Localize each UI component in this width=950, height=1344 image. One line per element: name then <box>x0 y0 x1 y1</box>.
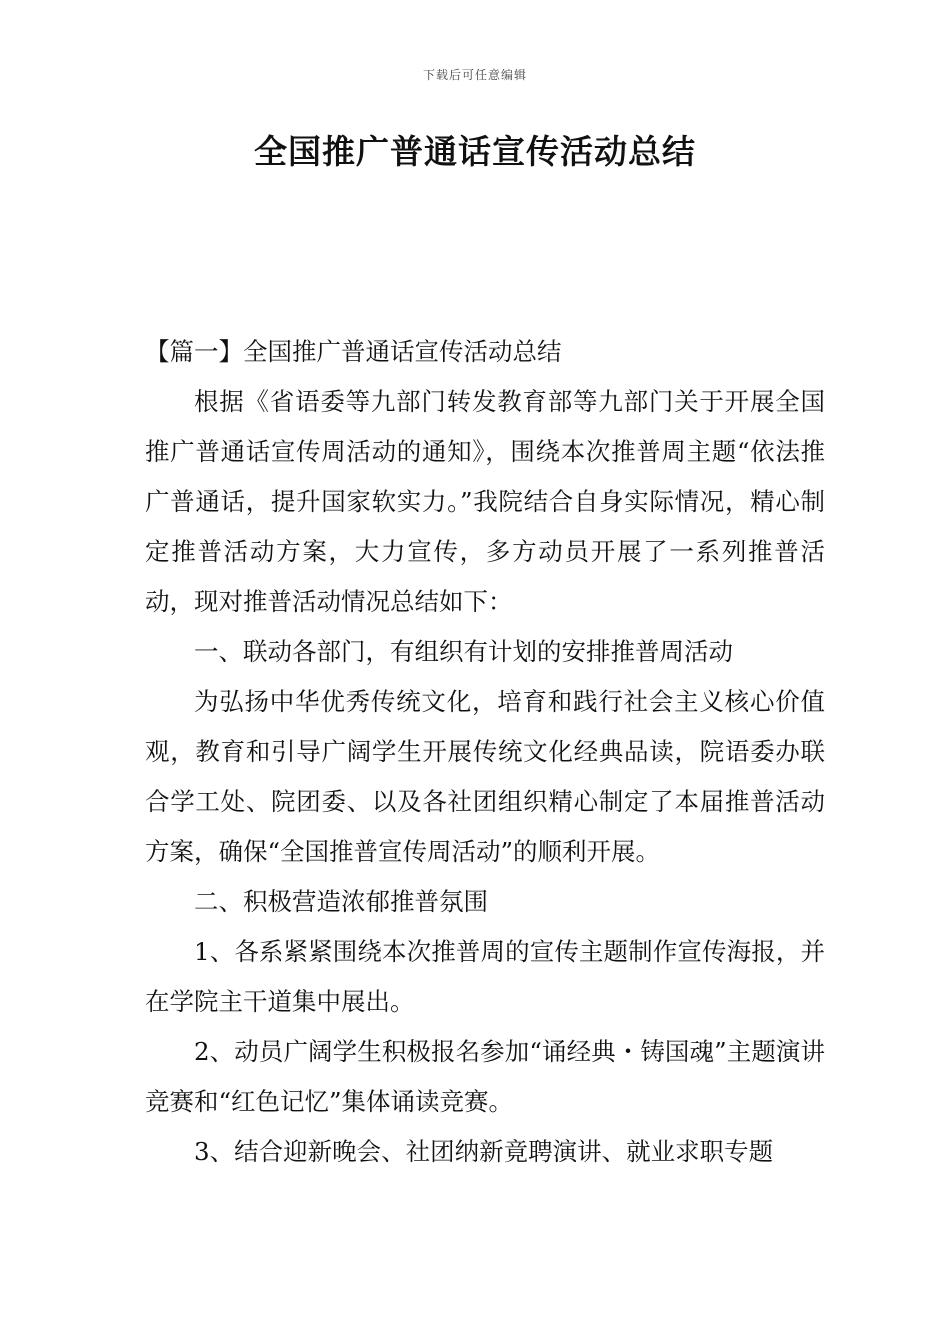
paragraph: 一、联动各部门，有组织有计划的安排推普周活动 <box>194 637 733 666</box>
document-body <box>145 327 825 1177</box>
paragraph: 3、结合迎新晚会、社团纳新竟聘演讲、就业求职专题 <box>194 1137 774 1166</box>
header-note: 下载后可任意编辑 <box>422 68 527 82</box>
paragraph: 2、动员广阔学生积极报名参加“诵经典・铸国魂”主题演讲竞赛和“红色记忆”集体诵读竞赛。 <box>145 1037 825 1116</box>
paragraph: 二、积极营造浓郁推普氛围 <box>194 887 488 916</box>
paragraph: 为弘扬中华优秀传统文化，培育和践行社会主义核心价值观，教育和引导广阔学生开展传统文化经典品读，院语委办联合学工处、院团委、以及各社团组织精心制定了本届推普活动方案，确保“全国推普宣传周活动”的顺利开展。 <box>145 687 825 866</box>
paragraph: 根据《省语委等九部门转发教育部等九部门关于开展全国推广普通话宣传周活动的通知》，围绕本次推普周主题“依法推广普通话，提升国家软实力。”我院结合自身实际情况，精心制定推普活动方案，大力宣传，多方动员开展了一系列推普活动，现对推普活动情况总结如下： <box>145 387 825 616</box>
document-title: 全国推广普通话宣传活动总结 <box>254 132 696 171</box>
paragraph: 1、各系紧紧围绕本次推普周的宣传主题制作宣传海报，并在学院主干道集中展出。 <box>145 937 825 1016</box>
paragraph-section-heading: 【篇一】全国推广普通话宣传活动总结 <box>145 337 562 366</box>
